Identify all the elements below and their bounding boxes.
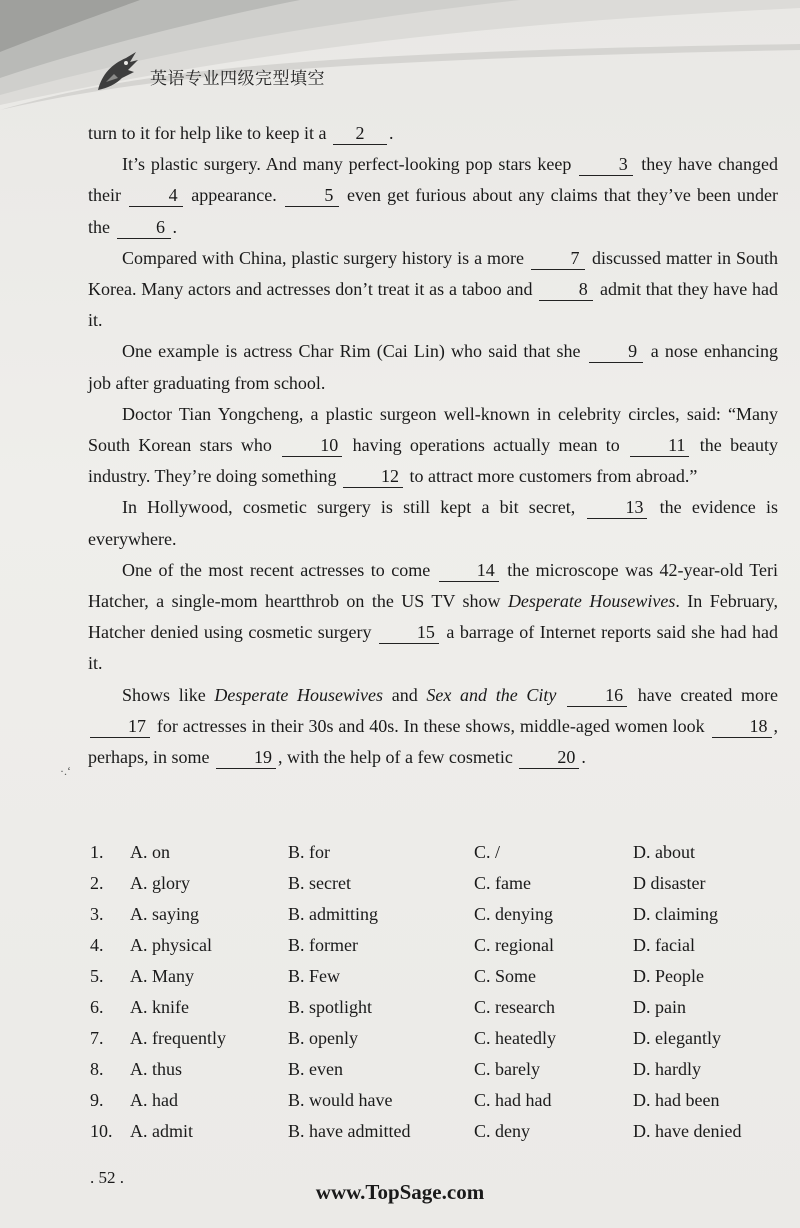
option-b: B. openly <box>288 1028 358 1048</box>
blank-6: 6 <box>117 216 171 239</box>
dragon-mascot-icon <box>92 48 142 98</box>
question-number: 10. <box>90 1121 113 1141</box>
blank-2: 2 <box>333 122 387 145</box>
blank-9: 9 <box>589 340 643 363</box>
blank-11: 11 <box>630 434 689 457</box>
option-c: C. had had <box>474 1090 552 1110</box>
option-row <box>88 966 788 997</box>
blank-3: 3 <box>579 153 633 176</box>
blank-19: 19 <box>216 746 276 769</box>
show-title: Sex and the City <box>426 684 557 705</box>
blank-12: 12 <box>343 465 403 488</box>
question-number: 6. <box>90 997 104 1017</box>
question-number: 7. <box>90 1028 104 1048</box>
option-d: D. have denied <box>633 1121 742 1141</box>
blank-14: 14 <box>439 559 499 582</box>
question-number: 5. <box>90 966 104 986</box>
option-a: A. thus <box>130 1059 183 1079</box>
passage-paragraph: One example is actress Char Rim (Cai Lin) who said that she 9 a nose enhancing job after graduating from school. <box>88 341 779 393</box>
option-d: D. elegantly <box>633 1028 721 1048</box>
option-d: D. facial <box>633 935 695 955</box>
passage-paragraph: In Hollywood, cosmetic surgery is still kept a bit secret, 13 the evidence is everywhere. <box>88 497 778 549</box>
option-row <box>88 1090 788 1121</box>
blank-18: 18 <box>712 715 772 738</box>
option-d: D. People <box>633 966 704 986</box>
option-b: B. secret <box>288 873 351 893</box>
scan-mark: ·.‘ <box>60 764 71 778</box>
passage-paragraph: Compared with China, plastic surgery history is a more 7 discussed matter in South Korea. Many actors and actresses don’t treat it as a taboo and 8 admit that they have had it. <box>88 247 779 331</box>
blank-15: 15 <box>379 621 439 644</box>
option-a: A. frequently <box>130 1028 226 1048</box>
option-a: A. Many <box>130 966 194 986</box>
option-a: A. admit <box>130 1121 193 1141</box>
option-c: C. Some <box>474 966 537 986</box>
blank-4: 4 <box>129 184 183 207</box>
passage-paragraph: One of the most recent actresses to come 14 the microscope was 42-year-old Teri Hatcher, a single-mom heartthrob on the US TV show Desperate Housewives. In February, Hatcher denied using cosmetic surgery 15 a barrage of Internet reports said she had had it. <box>88 559 779 674</box>
blank-8: 8 <box>539 278 593 301</box>
show-title: Desperate Housewives <box>214 684 384 705</box>
option-c: C. denying <box>474 904 553 924</box>
option-b: B. Few <box>288 966 341 986</box>
option-d: D. pain <box>633 997 686 1017</box>
option-c: C. deny <box>474 1121 530 1141</box>
option-row <box>88 1121 788 1152</box>
blank-5: 5 <box>285 184 339 207</box>
option-a: A. physical <box>130 935 212 955</box>
question-number: 2. <box>90 873 104 893</box>
option-a: A. had <box>130 1090 178 1110</box>
option-c: C. heatedly <box>474 1028 556 1048</box>
option-row <box>88 873 788 904</box>
option-b: B. even <box>288 1059 343 1079</box>
option-row <box>88 1059 788 1090</box>
passage-paragraph: It’s plastic surgery. And many perfect-looking pop stars keep 3 they have changed their 4 appearance. 5 even get furious about any claims that they’ve been under the 6 . <box>88 154 779 237</box>
option-b: B. for <box>288 842 330 862</box>
passage-paragraph: Doctor Tian Yongcheng, a plastic surgeon well-known in celebrity circles, said: “Many South Korean stars who 10 having operations actually mean to 11 the beauty industry. They’re doing something 12 to attract more customers from abroad.” <box>88 403 779 487</box>
page-number: . 52 . <box>90 1168 124 1187</box>
option-d: D. claiming <box>633 904 718 924</box>
option-d: D. about <box>633 842 695 862</box>
question-number: 3. <box>90 904 104 924</box>
option-a: A. knife <box>130 997 189 1017</box>
blank-16: 16 <box>567 684 627 707</box>
show-title: Desperate Housewives <box>507 591 676 612</box>
option-row <box>88 842 788 873</box>
option-row <box>88 904 788 935</box>
question-number: 4. <box>90 935 104 955</box>
passage-paragraph: turn to it for help like to keep it a 2 . <box>88 123 394 143</box>
question-number: 1. <box>90 842 104 862</box>
option-c: C. / <box>474 842 501 862</box>
option-row <box>88 935 788 966</box>
answer-options <box>88 842 788 1152</box>
book-title: 英语专业四级完型填空 <box>150 69 325 89</box>
blank-17: 17 <box>90 715 150 738</box>
question-number: 9. <box>90 1090 104 1110</box>
option-c: C. fame <box>474 873 531 893</box>
option-a: A. glory <box>130 873 190 893</box>
blank-20: 20 <box>519 746 579 769</box>
passage <box>88 118 778 773</box>
option-b: B. former <box>288 935 358 955</box>
option-d: D disaster <box>633 873 706 893</box>
option-row <box>88 997 788 1028</box>
option-c: C. regional <box>474 935 554 955</box>
option-a: A. saying <box>130 904 199 924</box>
blank-7: 7 <box>531 247 585 270</box>
footer-url: www.TopSage.com <box>315 1180 485 1204</box>
option-row <box>88 1028 788 1059</box>
option-b: B. have admitted <box>288 1121 411 1141</box>
passage-paragraph: Shows like Desperate Housewives and Sex and the City 16 have created more 17 for actresses in their 30s and 40s. In these shows, middle-aged women look 18 , perhaps, in some 19 , with the help of a few cosmetic 20 . <box>88 684 779 768</box>
option-b: B. would have <box>288 1090 393 1110</box>
option-b: B. spotlight <box>288 997 373 1017</box>
option-a: A. on <box>130 842 170 862</box>
option-b: B. admitting <box>288 904 378 924</box>
option-d: D. hardly <box>633 1059 701 1079</box>
option-d: D. had been <box>633 1090 720 1110</box>
option-c: C. research <box>474 997 555 1017</box>
question-number: 8. <box>90 1059 104 1079</box>
blank-13: 13 <box>587 496 647 519</box>
option-c: C. barely <box>474 1059 540 1079</box>
blank-10: 10 <box>282 434 342 457</box>
